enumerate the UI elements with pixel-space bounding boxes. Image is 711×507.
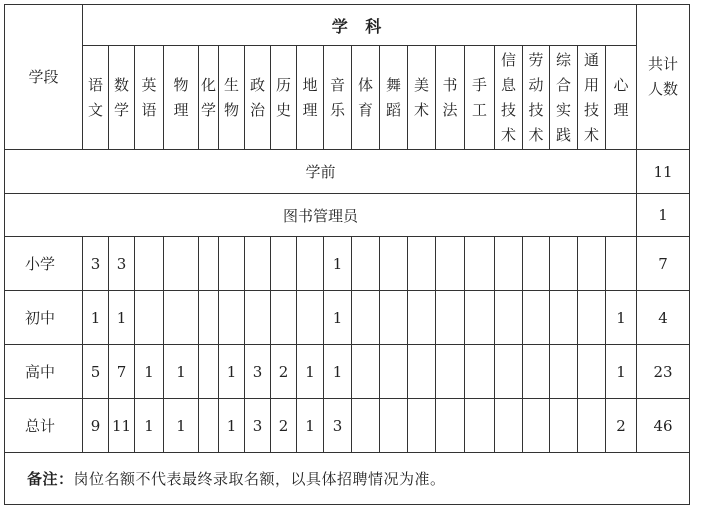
subject-label: 语文 bbox=[87, 75, 103, 119]
note-cell bbox=[5, 453, 690, 505]
merged-row bbox=[5, 150, 690, 194]
quota-cell bbox=[408, 291, 436, 345]
quota-cell: 1 bbox=[135, 345, 164, 399]
subject-header-17 bbox=[550, 46, 578, 150]
quota-cell bbox=[495, 291, 523, 345]
quota-cell bbox=[436, 399, 465, 453]
quota-cell bbox=[465, 237, 495, 291]
quota-cell bbox=[380, 291, 408, 345]
row-total: 11 bbox=[637, 150, 690, 194]
stage-label: 小学 bbox=[5, 237, 83, 291]
subject-header-11 bbox=[380, 46, 408, 150]
subject-header-4 bbox=[199, 46, 219, 150]
subject-label: 体育 bbox=[357, 75, 373, 119]
quota-cell bbox=[164, 291, 199, 345]
subject-label: 手工 bbox=[471, 75, 487, 119]
subject-header-10 bbox=[352, 46, 380, 150]
total-header bbox=[637, 5, 690, 150]
note-label: 备注： bbox=[27, 470, 74, 488]
quota-cell bbox=[352, 237, 380, 291]
quota-cell bbox=[135, 237, 164, 291]
quota-cell bbox=[219, 291, 245, 345]
subject-header-13 bbox=[436, 46, 465, 150]
quota-cell bbox=[408, 237, 436, 291]
quota-cell bbox=[271, 291, 297, 345]
subject-label: 心理 bbox=[613, 75, 629, 119]
quota-cell: 5 bbox=[83, 345, 109, 399]
merged-row bbox=[5, 194, 690, 237]
quota-cell bbox=[523, 399, 550, 453]
subject-header-3 bbox=[164, 46, 199, 150]
quota-cell: 1 bbox=[219, 345, 245, 399]
table-row bbox=[5, 291, 690, 345]
row-total: 23 bbox=[637, 345, 690, 399]
stage-label: 初中 bbox=[5, 291, 83, 345]
subject-header-2 bbox=[135, 46, 164, 150]
quota-cell bbox=[199, 237, 219, 291]
total-header-label: 共计人数 bbox=[647, 55, 678, 98]
table-row bbox=[5, 399, 690, 453]
quota-cell bbox=[465, 345, 495, 399]
quota-cell bbox=[495, 399, 523, 453]
quota-cell bbox=[352, 345, 380, 399]
quota-cell bbox=[578, 237, 606, 291]
subject-label: 生物 bbox=[223, 75, 239, 119]
quota-cell bbox=[578, 399, 606, 453]
subject-header-14 bbox=[465, 46, 495, 150]
quota-cell: 3 bbox=[245, 399, 271, 453]
quota-cell: 1 bbox=[324, 345, 352, 399]
row-total: 4 bbox=[637, 291, 690, 345]
quota-cell bbox=[578, 291, 606, 345]
subject-header-15 bbox=[495, 46, 523, 150]
subject-header-16 bbox=[523, 46, 550, 150]
quota-cell: 1 bbox=[297, 399, 324, 453]
subject-label: 书法 bbox=[442, 75, 458, 119]
subject-label: 音乐 bbox=[329, 75, 345, 119]
quota-cell bbox=[550, 399, 578, 453]
subject-header-12 bbox=[408, 46, 436, 150]
quota-cell bbox=[436, 291, 465, 345]
quota-cell bbox=[352, 291, 380, 345]
row-total: 46 bbox=[637, 399, 690, 453]
quota-cell bbox=[436, 237, 465, 291]
quota-table bbox=[4, 4, 690, 505]
quota-cell: 1 bbox=[297, 345, 324, 399]
subject-label: 数学 bbox=[113, 75, 129, 119]
quota-cell: 1 bbox=[219, 399, 245, 453]
quota-cell: 9 bbox=[83, 399, 109, 453]
quota-cell bbox=[436, 345, 465, 399]
subject-label: 历史 bbox=[275, 75, 291, 119]
quota-cell: 3 bbox=[245, 345, 271, 399]
quota-cell bbox=[578, 345, 606, 399]
quota-cell bbox=[380, 237, 408, 291]
quota-cell: 1 bbox=[606, 291, 637, 345]
row-total: 1 bbox=[637, 194, 690, 237]
subject-header-19 bbox=[606, 46, 637, 150]
subject-label: 通用技术 bbox=[583, 50, 599, 144]
quota-cell bbox=[271, 237, 297, 291]
subject-label: 化学 bbox=[200, 75, 216, 119]
subject-header-9 bbox=[324, 46, 352, 150]
quota-cell bbox=[352, 399, 380, 453]
quota-cell bbox=[550, 291, 578, 345]
subject-header-18 bbox=[578, 46, 606, 150]
subject-label: 英语 bbox=[141, 75, 157, 119]
quota-cell: 3 bbox=[324, 399, 352, 453]
quota-cell: 11 bbox=[109, 399, 135, 453]
subject-header-row bbox=[5, 46, 690, 150]
quota-cell bbox=[465, 291, 495, 345]
subject-header-0 bbox=[83, 46, 109, 150]
quota-cell bbox=[550, 237, 578, 291]
quota-cell: 1 bbox=[324, 291, 352, 345]
subject-label: 劳动技术 bbox=[528, 50, 544, 144]
quota-cell bbox=[380, 345, 408, 399]
table-row bbox=[5, 237, 690, 291]
note-text: 岗位名额不代表最终录取名额，以具体招聘情况为准。 bbox=[73, 470, 446, 488]
quota-cell bbox=[550, 345, 578, 399]
stage-header: 学段 bbox=[5, 5, 83, 150]
subject-label: 物理 bbox=[173, 75, 189, 119]
quota-cell bbox=[606, 237, 637, 291]
quota-cell bbox=[135, 291, 164, 345]
quota-cell bbox=[219, 237, 245, 291]
quota-cell: 1 bbox=[164, 345, 199, 399]
subject-label: 地理 bbox=[302, 75, 318, 119]
quota-cell bbox=[408, 345, 436, 399]
quota-cell: 2 bbox=[606, 399, 637, 453]
quota-cell bbox=[199, 291, 219, 345]
subjects-group-header: 学 科 bbox=[83, 5, 637, 46]
quota-cell bbox=[523, 345, 550, 399]
subject-header-1 bbox=[109, 46, 135, 150]
quota-cell bbox=[465, 399, 495, 453]
quota-cell bbox=[495, 237, 523, 291]
quota-cell: 7 bbox=[109, 345, 135, 399]
quota-cell bbox=[297, 291, 324, 345]
header-row-group bbox=[5, 5, 690, 46]
subject-label: 综合实践 bbox=[555, 50, 571, 144]
quota-cell bbox=[495, 345, 523, 399]
quota-cell bbox=[297, 237, 324, 291]
quota-cell bbox=[199, 345, 219, 399]
quota-cell bbox=[523, 291, 550, 345]
subject-label: 舞蹈 bbox=[385, 75, 401, 119]
quota-cell bbox=[523, 237, 550, 291]
stage-label: 高中 bbox=[5, 345, 83, 399]
quota-cell bbox=[380, 399, 408, 453]
quota-cell: 2 bbox=[271, 399, 297, 453]
quota-cell: 1 bbox=[606, 345, 637, 399]
quota-cell bbox=[408, 399, 436, 453]
quota-cell: 2 bbox=[271, 345, 297, 399]
merged-row-label: 学前 bbox=[5, 150, 637, 194]
quota-cell: 1 bbox=[109, 291, 135, 345]
stage-label: 总计 bbox=[5, 399, 83, 453]
quota-cell bbox=[164, 237, 199, 291]
quota-cell: 3 bbox=[109, 237, 135, 291]
subject-header-6 bbox=[245, 46, 271, 150]
table-row bbox=[5, 345, 690, 399]
quota-cell: 3 bbox=[83, 237, 109, 291]
note-row bbox=[5, 453, 690, 505]
subject-header-7 bbox=[271, 46, 297, 150]
quota-cell bbox=[245, 237, 271, 291]
merged-row-label: 图书管理员 bbox=[5, 194, 637, 237]
quota-cell bbox=[245, 291, 271, 345]
subject-label: 信息技术 bbox=[500, 50, 516, 144]
quota-cell: 1 bbox=[164, 399, 199, 453]
subject-header-5 bbox=[219, 46, 245, 150]
row-total: 7 bbox=[637, 237, 690, 291]
quota-cell: 1 bbox=[83, 291, 109, 345]
subject-header-8 bbox=[297, 46, 324, 150]
subject-label: 政治 bbox=[249, 75, 265, 119]
subject-label: 美术 bbox=[413, 75, 429, 119]
quota-cell: 1 bbox=[324, 237, 352, 291]
quota-cell bbox=[199, 399, 219, 453]
quota-cell: 1 bbox=[135, 399, 164, 453]
